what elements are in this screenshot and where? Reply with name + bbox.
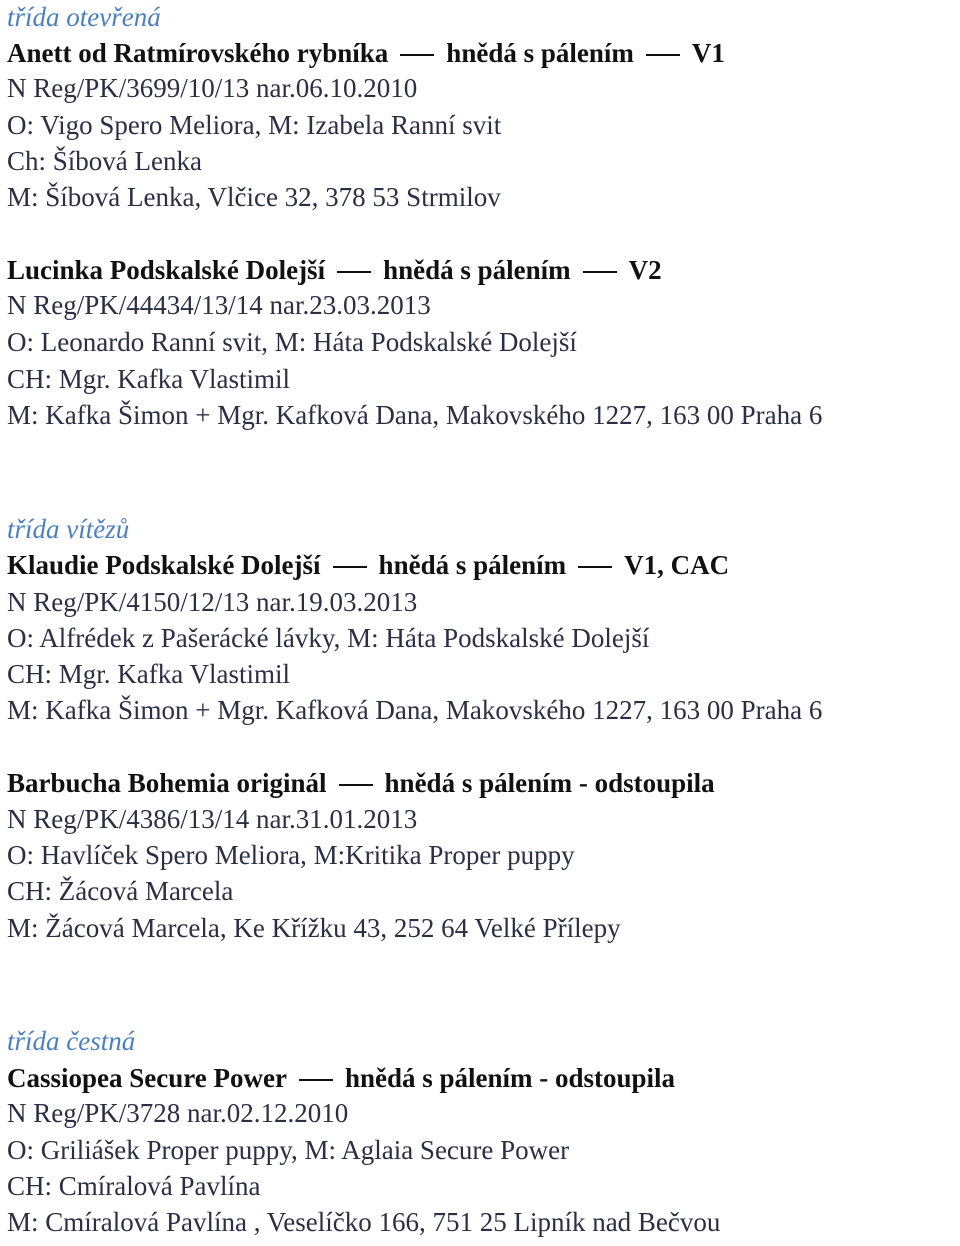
dog-parents: O: Griliášek Proper puppy, M: Aglaia Secure Power — [7, 1135, 570, 1165]
class-heading-open: třída otevřená — [7, 2, 161, 32]
class-heading-honorary: třída čestná — [7, 1026, 136, 1056]
dog-color: hnědá s pálením - odstoupila — [344, 1063, 676, 1093]
dog-owner: M: Kafka Šimon + Mgr. Kafková Dana, Makovského 1227, 163 00 Praha 6 — [7, 400, 823, 430]
dog-title-line — [7, 253, 662, 287]
dog-result: V1, CAC — [624, 550, 730, 580]
dog-name: Cassiopea Secure Power — [7, 1063, 287, 1093]
dog-registration: N Reg/PK/3699/10/13 nar.06.10.2010 — [7, 73, 418, 103]
dog-breeder: CH: Cmíralová Pavlína — [7, 1171, 261, 1201]
dog-owner: M: Kafka Šimon + Mgr. Kafková Dana, Makovského 1227, 163 00 Praha 6 — [7, 695, 823, 725]
dash-separator — [299, 1079, 333, 1081]
dog-breeder: CH: Žácová Marcela — [7, 876, 234, 906]
dog-result: V2 — [628, 255, 662, 285]
dog-result: V1 — [691, 38, 725, 68]
dash-separator — [646, 54, 680, 56]
dog-title-line — [7, 766, 715, 800]
dog-breeder: Ch: Šíbová Lenka — [7, 146, 202, 176]
dog-name: Lucinka Podskalské Dolejší — [7, 255, 326, 285]
dog-parents: O: Vigo Spero Meliora, M: Izabela Ranní svit — [7, 110, 502, 140]
dog-color: hnědá s pálením — [446, 38, 634, 68]
dog-registration: N Reg/PK/44434/13/14 nar.23.03.2013 — [7, 290, 431, 320]
dog-color: hnědá s pálením — [378, 550, 567, 580]
dog-breeder: CH: Mgr. Kafka Vlastimil — [7, 364, 290, 394]
dog-breeder: CH: Mgr. Kafka Vlastimil — [7, 659, 290, 689]
dog-title-line — [7, 36, 725, 70]
dash-separator — [337, 271, 371, 273]
dog-registration: N Reg/PK/3728 nar.02.12.2010 — [7, 1098, 349, 1128]
dash-separator — [339, 784, 373, 786]
dog-parents: O: Alfrédek z Pašerácké lávky, M: Háta Podskalské Dolejší — [7, 623, 650, 653]
dash-separator — [333, 566, 367, 568]
dog-title-line — [7, 1061, 675, 1095]
dog-parents: O: Havlíček Spero Meliora, M:Kritika Proper puppy — [7, 840, 575, 870]
dash-separator — [578, 566, 612, 568]
dog-color: hnědá s pálením - odstoupila — [384, 768, 715, 798]
dog-name: Anett od Ratmírovského rybníka — [7, 38, 389, 68]
dog-registration: N Reg/PK/4150/12/13 nar.19.03.2013 — [7, 587, 418, 617]
dog-parents: O: Leonardo Ranní svit, M: Háta Podskalské Dolejší — [7, 327, 577, 357]
dog-color: hnědá s pálením — [383, 255, 571, 285]
dog-owner: M: Žácová Marcela, Ke Křížku 43, 252 64 Velké Přílepy — [7, 913, 621, 943]
dash-separator — [583, 271, 617, 273]
dog-name: Klaudie Podskalské Dolejší — [7, 550, 321, 580]
dog-owner: M: Cmíralová Pavlína , Veselíčko 166, 751 25 Lipník nad Bečvou — [7, 1207, 721, 1237]
dog-owner: M: Šíbová Lenka, Vlčice 32, 378 53 Strmilov — [7, 182, 501, 212]
dog-registration: N Reg/PK/4386/13/14 nar.31.01.2013 — [7, 804, 418, 834]
dog-title-line — [7, 548, 729, 582]
class-heading-winners: třída vítězů — [7, 514, 130, 544]
dog-name: Barbucha Bohemia originál — [7, 768, 327, 798]
dash-separator — [400, 54, 434, 56]
